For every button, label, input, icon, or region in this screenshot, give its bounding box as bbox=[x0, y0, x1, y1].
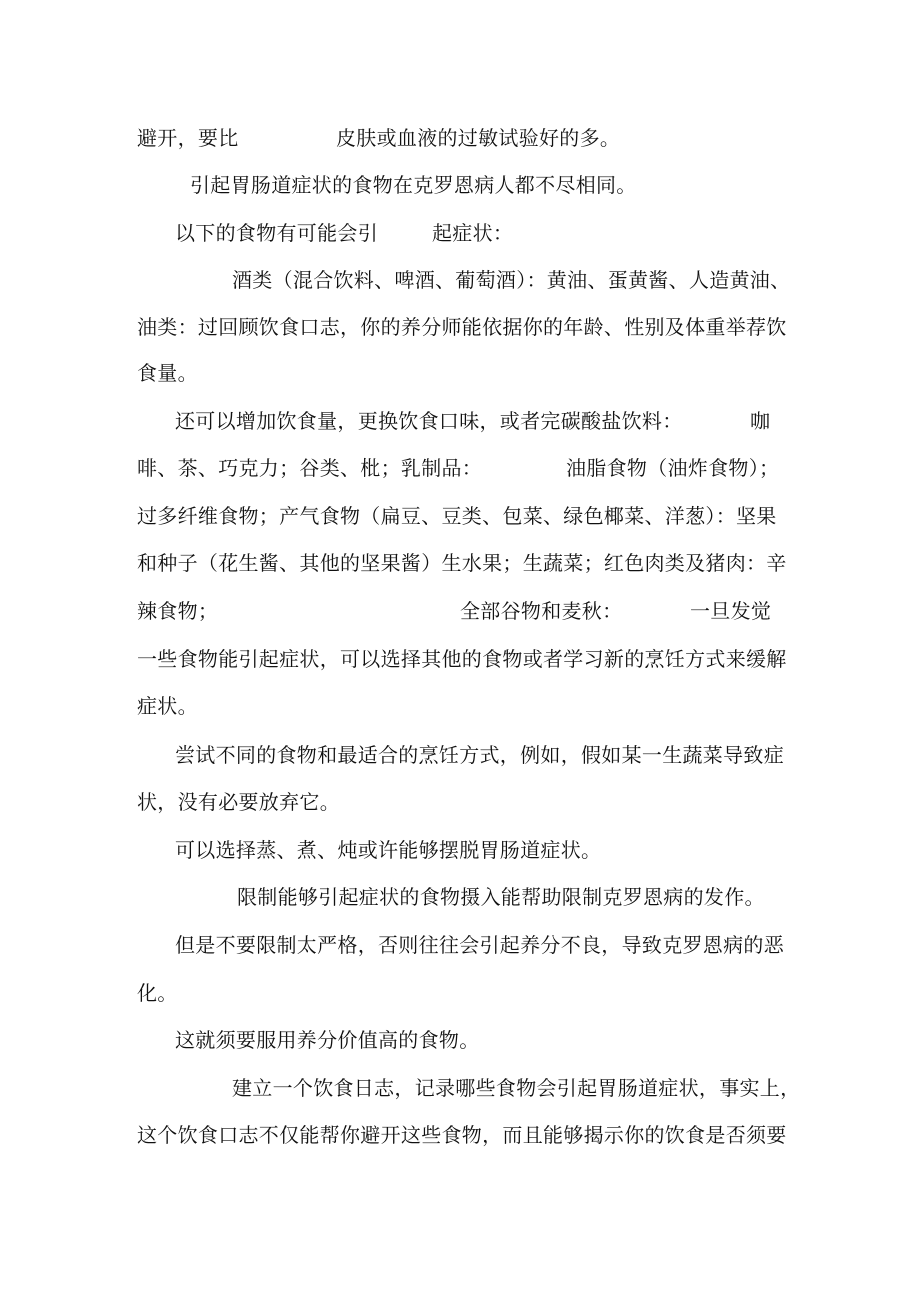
text-line: 建立一个饮食日志，记录哪些食物会引起胃肠道症状，事实上， bbox=[232, 1076, 801, 1100]
text-line: 酒类（混合饮料、啤酒、葡萄酒）：黄油、蛋黄酱、人造黄油、 bbox=[232, 268, 791, 292]
text-line: 还可以增加饮食量，更换饮食口味，或者完碳酸盐饮料： bbox=[175, 409, 683, 433]
text-line: 这个饮食口志不仅能帮你避开这些食物，而且能够揭示你的饮食是否须要 bbox=[137, 1123, 787, 1147]
text-line: 可以选择蒸、煮、炖或许能够摆脱胃肠道症状。 bbox=[175, 838, 602, 862]
text-line: 限制能够引起症状的食物摄入能帮助限制克罗恩病的发作。 bbox=[237, 885, 765, 909]
text-line: 起症状： bbox=[432, 221, 514, 245]
text-line: 皮肤或血液的过敏试验好的多。 bbox=[336, 126, 621, 150]
text-line: 这就须要服用养分价值高的食物。 bbox=[175, 1028, 480, 1052]
text-line: 食量。 bbox=[137, 361, 198, 385]
text-line: 但是不要限制太严格，否则往往会引起养分不良，导致克罗恩病的恶 bbox=[175, 933, 784, 957]
text-line: 一旦发觉 bbox=[690, 599, 772, 623]
text-line: 油类：过回顾饮食口志，你的养分师能依据你的年龄、性别及体重举荐饮 bbox=[137, 315, 787, 339]
text-line: 和种子（花生酱、其他的坚果酱）生水果；生蔬菜；红色肉类及猪肉：辛 bbox=[137, 551, 787, 575]
text-line: 尝试不同的食物和最适合的烹饪方式，例如，假如某一生蔬菜导致症 bbox=[175, 743, 784, 767]
text-line: 一些食物能引起症状，可以选择其他的食物或者学习新的烹饪方式来缓解 bbox=[137, 647, 787, 671]
text-line: 咖 bbox=[750, 409, 771, 433]
text-line: 全部谷物和麦秋： bbox=[460, 599, 623, 623]
text-line: 化。 bbox=[137, 981, 178, 1005]
text-line: 啡、茶、巧克力；谷类、枇；乳制品： bbox=[137, 456, 483, 480]
text-line: 引起胃肠道症状的食物在克罗恩病人都不尽相同。 bbox=[190, 173, 637, 197]
text-line: 辣食物； bbox=[137, 599, 219, 623]
text-line: 避开，要比 bbox=[137, 126, 239, 150]
text-line: 以下的食物有可能会引 bbox=[175, 221, 378, 245]
text-line: 状，没有必要放弃它。 bbox=[137, 790, 340, 814]
text-line: 过多纤维食物；产气食物（扁豆、豆类、包菜、绿色椰菜、洋葱）：坚果 bbox=[137, 504, 777, 528]
text-line: 油脂食物（油炸食物）； bbox=[566, 456, 780, 480]
text-line: 症状。 bbox=[137, 694, 198, 718]
